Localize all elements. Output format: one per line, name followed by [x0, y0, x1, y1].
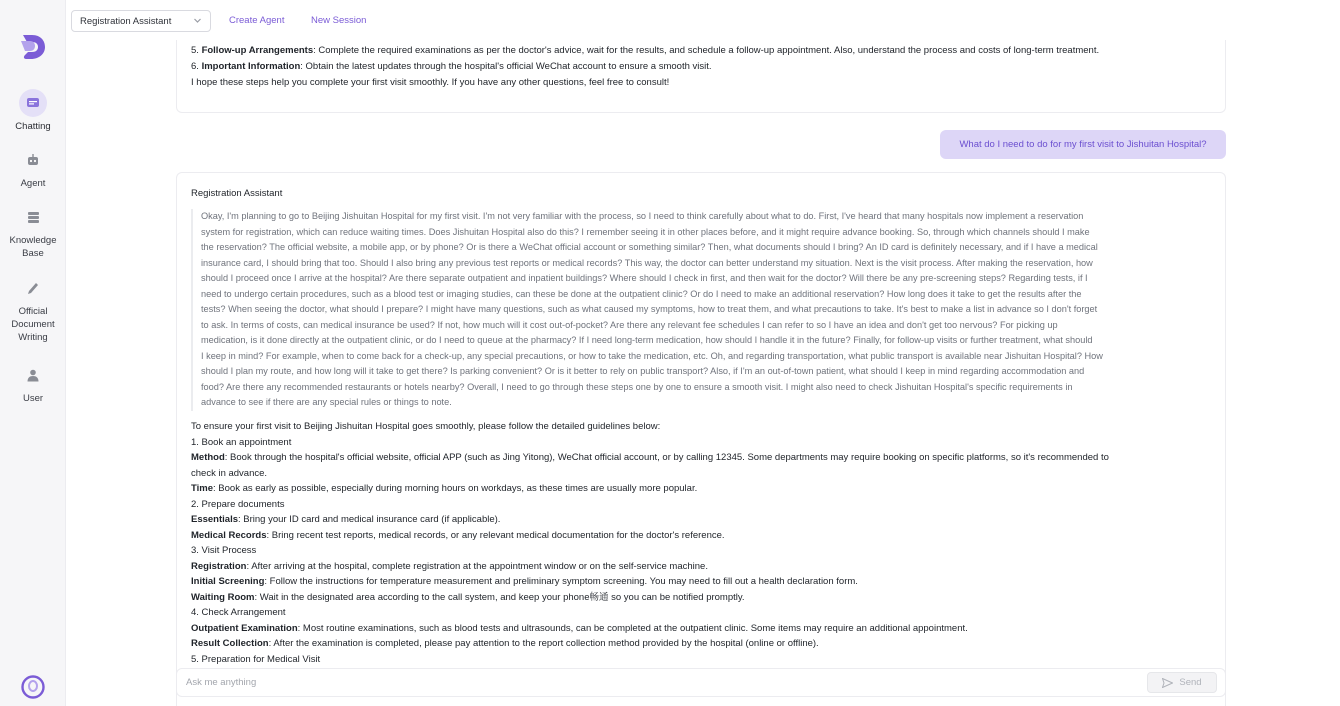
answer-line [191, 590, 1216, 606]
answer-line-heading: Medical Records [191, 529, 267, 541]
sidebar-item-agent[interactable] [0, 146, 66, 190]
answer-line-text: : Follow the instructions for temperature measurement and preliminary symptom screening. You may need to fill out a health declaration form. [264, 576, 858, 587]
answer-line-text: : After the examination is completed, please pay attention to the report collection method provided by the hospital (online or offline). [268, 638, 819, 649]
answer-line: 5. Follow-up Arrangements: Complete the required examinations as per the doctor's advice, wait for the results, and schedule a follow-up appointment. Also, understand the process and costs of long-term treatment. [191, 45, 1100, 56]
answer-line [191, 497, 1216, 513]
robot-icon [19, 146, 47, 174]
agent-select-value: Registration Assistant [80, 15, 172, 27]
answer-line [191, 559, 1216, 575]
answer-line-heading: Method [191, 452, 225, 463]
thinking-line: should I proceed once I arrive at the hospital? Are there separate outpatient and inpatient buildings? Where should I check in first, and then wait for the doctor? Will there be any pre-screening steps? Regarding tests, if I [201, 273, 1088, 283]
answer-line-text: To ensure your first visit to Beijing Jishuitan Hospital goes smoothly, please follow the detailed guidelines below: [191, 421, 661, 432]
answer-line-text: 2. Prepare documents [191, 498, 285, 510]
new-session-link[interactable]: New Session [311, 15, 367, 26]
thinking-line: to ask. In terms of costs, can medical insurance be used? If not, how much will it cost out-of-pocket? Are there any relevant fee schedules I can refer to so I have an idea and don't get too nervous? For picking up [201, 319, 1058, 330]
answer-line [191, 512, 1216, 528]
thinking-line: the reservation? The official website, a mobile app, or by phone? Or is there a WeChat official account or something similar? Then, what documents should I bring? An ID card is definitely necessary, and if I have a medical [201, 242, 1098, 252]
send-icon [1162, 678, 1173, 688]
answer-line [191, 450, 1216, 466]
sidebar-item-label: User [22, 393, 44, 404]
user-message-bubble [940, 130, 1226, 159]
assistant-name: Registration Assistant [191, 188, 283, 199]
answer-line [191, 528, 1216, 544]
thinking-line: tests? When seeing the doctor, what should I prepare? I might have many questions, such as what caused my symptoms, how to treat them, and what precautions to take. It's best to make a list in advance so I don't forget [201, 304, 1098, 314]
chat-area [66, 40, 1340, 706]
answer-line [191, 435, 1216, 451]
thinking-line: should I plan my route, and how long will it take to get there? Is parking convenient? Or is it better to rely on public transport? Also, if I'm an out-of-town patient, what should I keep in mind regarding accommodation and [201, 366, 1085, 376]
create-agent-link[interactable]: Create Agent [229, 15, 285, 26]
thinking-line: Okay, I'm planning to go to Beijing Jishuitan Hospital for my first visit. I'm not very familiar with the process, so I need to think carefully about what to do. First, I've heard that many hospitals now implement a reservation [201, 211, 1084, 221]
chat-input-bar [176, 668, 1226, 697]
answer-line-text: 5. Preparation for Medical Visit [191, 653, 321, 665]
chevron-down-icon [193, 16, 202, 25]
answer-line-text: 4. Check Arrangement [191, 607, 286, 618]
answer-line [191, 605, 1216, 621]
sidebar-item-user[interactable] [0, 361, 66, 405]
answer-line [191, 636, 1216, 652]
answer-line [191, 574, 1216, 590]
answer-line-heading: Registration [191, 560, 247, 572]
user-message-text: What do I need to do for my first visit to Jishuitan Hospital? [959, 139, 1207, 150]
previous-assistant-message [176, 40, 1226, 113]
sidebar-item-label: Knowledge Base [9, 235, 57, 259]
thinking-line: need to undergo certain procedures, such as a blood test or imaging studies, can these be done at the outpatient clinic? Or do I need to make an additional reservation? How long does it take to get the results after the [201, 288, 1082, 299]
thinking-block [191, 209, 1211, 411]
answer-line [191, 466, 1216, 482]
answer-line-text: : After arriving at the hospital, complete registration at the appointment window or on the self-service machine. [246, 560, 708, 572]
answer-line [191, 652, 1216, 668]
answer-line-text: : Bring recent test reports, medical records, or any relevant medical documentation for the doctor's reference. [266, 529, 725, 541]
sidebar-item-label: Agent [20, 178, 46, 189]
sidebar-item-chatting[interactable] [0, 89, 66, 133]
sidebar-item-label: Official Document Writing [11, 306, 55, 343]
answer-line [191, 543, 1216, 559]
message-input[interactable]: Ask me anything [186, 677, 257, 688]
answer-line-text: : Book as early as possible, especially during morning hours on workdays, as these times are usually more popular. [213, 483, 698, 494]
answer-line-text: check in advance. [191, 467, 268, 479]
thinking-line: I keep in mind? For example, when to come back for a check-up, any special precautions, or how to take the medication, etc. Oh, and regarding transportation, what public transport is available near Jishuitan Hospital? How [201, 350, 1103, 361]
answer-line-heading: Result Collection [191, 638, 269, 649]
answer-line-text: : Most routine examinations, such as blood tests and ultrasounds, can be completed at the outpatient clinic. Some items may require an additional appointment. [297, 622, 968, 634]
sidebar-item-knowledge-base[interactable] [0, 203, 66, 260]
sidebar-item-official-document-writing[interactable] [0, 274, 66, 344]
answer-line-heading: Essentials [191, 514, 238, 525]
answer-line-text: 3. Visit Process [191, 545, 257, 556]
user-icon [19, 361, 47, 389]
agent-select[interactable] [71, 10, 211, 32]
thinking-line: food? Are there any recommended restaurants or hotels nearby? Overall, I need to go through these steps one by one to ensure a smooth visit. I might also need to check Jishuitan Hospital's specific requirements in [201, 381, 1073, 392]
answer-line-heading: Outpatient Examination [191, 622, 298, 634]
database-icon [19, 203, 47, 231]
answer-line: 6. Important Information: Obtain the latest updates through the hospital's official WeChat account to ensure a smooth visit. [191, 61, 712, 72]
sidebar-item-label: Chatting [15, 121, 51, 132]
answer-line-heading: Time [191, 483, 214, 494]
app-logo-icon [17, 30, 49, 62]
answer-line-heading: Waiting Room [191, 591, 255, 603]
pen-icon [19, 274, 47, 302]
send-label: Send [1179, 677, 1202, 688]
answer-line-text: : Book through the hospital's official website, official APP (such as Jing Yitong), WeChat official account, or by calling 12345. Some departments may require booking on specific platforms, so it's recommended to [224, 452, 1109, 463]
answer-line-heading: Initial Screening [191, 576, 265, 587]
top-bar [66, 0, 1340, 40]
thinking-line: medication, is it done directly at the outpatient clinic, or do I need to queue at the pharmacy? If I need long-term medication, how should I handle it in the future? Finally, for follow-up visits or further treatment, what should [201, 335, 1093, 345]
thinking-line: advance to see if there are any special rules or things to note. [201, 397, 452, 407]
avatar[interactable] [21, 675, 45, 699]
answer-block [191, 419, 1216, 667]
send-button[interactable] [1147, 672, 1217, 693]
assistant-message [176, 172, 1226, 706]
thinking-line: system for registration, which can reduce waiting times. Does Jishuitan Hospital also do this? I remember seeing it in other places before, and it might require advance booking. So, through which channels should I make [201, 226, 1090, 237]
answer-line-text: : Bring your ID card and medical insurance card (if applicable). [238, 514, 501, 525]
answer-line-text: : Wait in the designated area according to the call system, and keep your phone畅通 so you can be notified promptly. [254, 591, 745, 603]
answer-line [191, 621, 1216, 637]
thinking-line: insurance card, I should bring that too. Should I also bring any previous test reports or medical records? This way, the doctor can better understand my situation. Next is the visit process. After making the reservation, how [201, 257, 1093, 268]
sidebar [0, 0, 66, 706]
answer-line-text: 1. Book an appointment [191, 436, 292, 448]
chat-icon [19, 89, 47, 117]
answer-line [191, 419, 1216, 435]
answer-line: I hope these steps help you complete your first visit smoothly. If you have any other questions, feel free to consult! [191, 77, 670, 88]
answer-line [191, 481, 1216, 497]
